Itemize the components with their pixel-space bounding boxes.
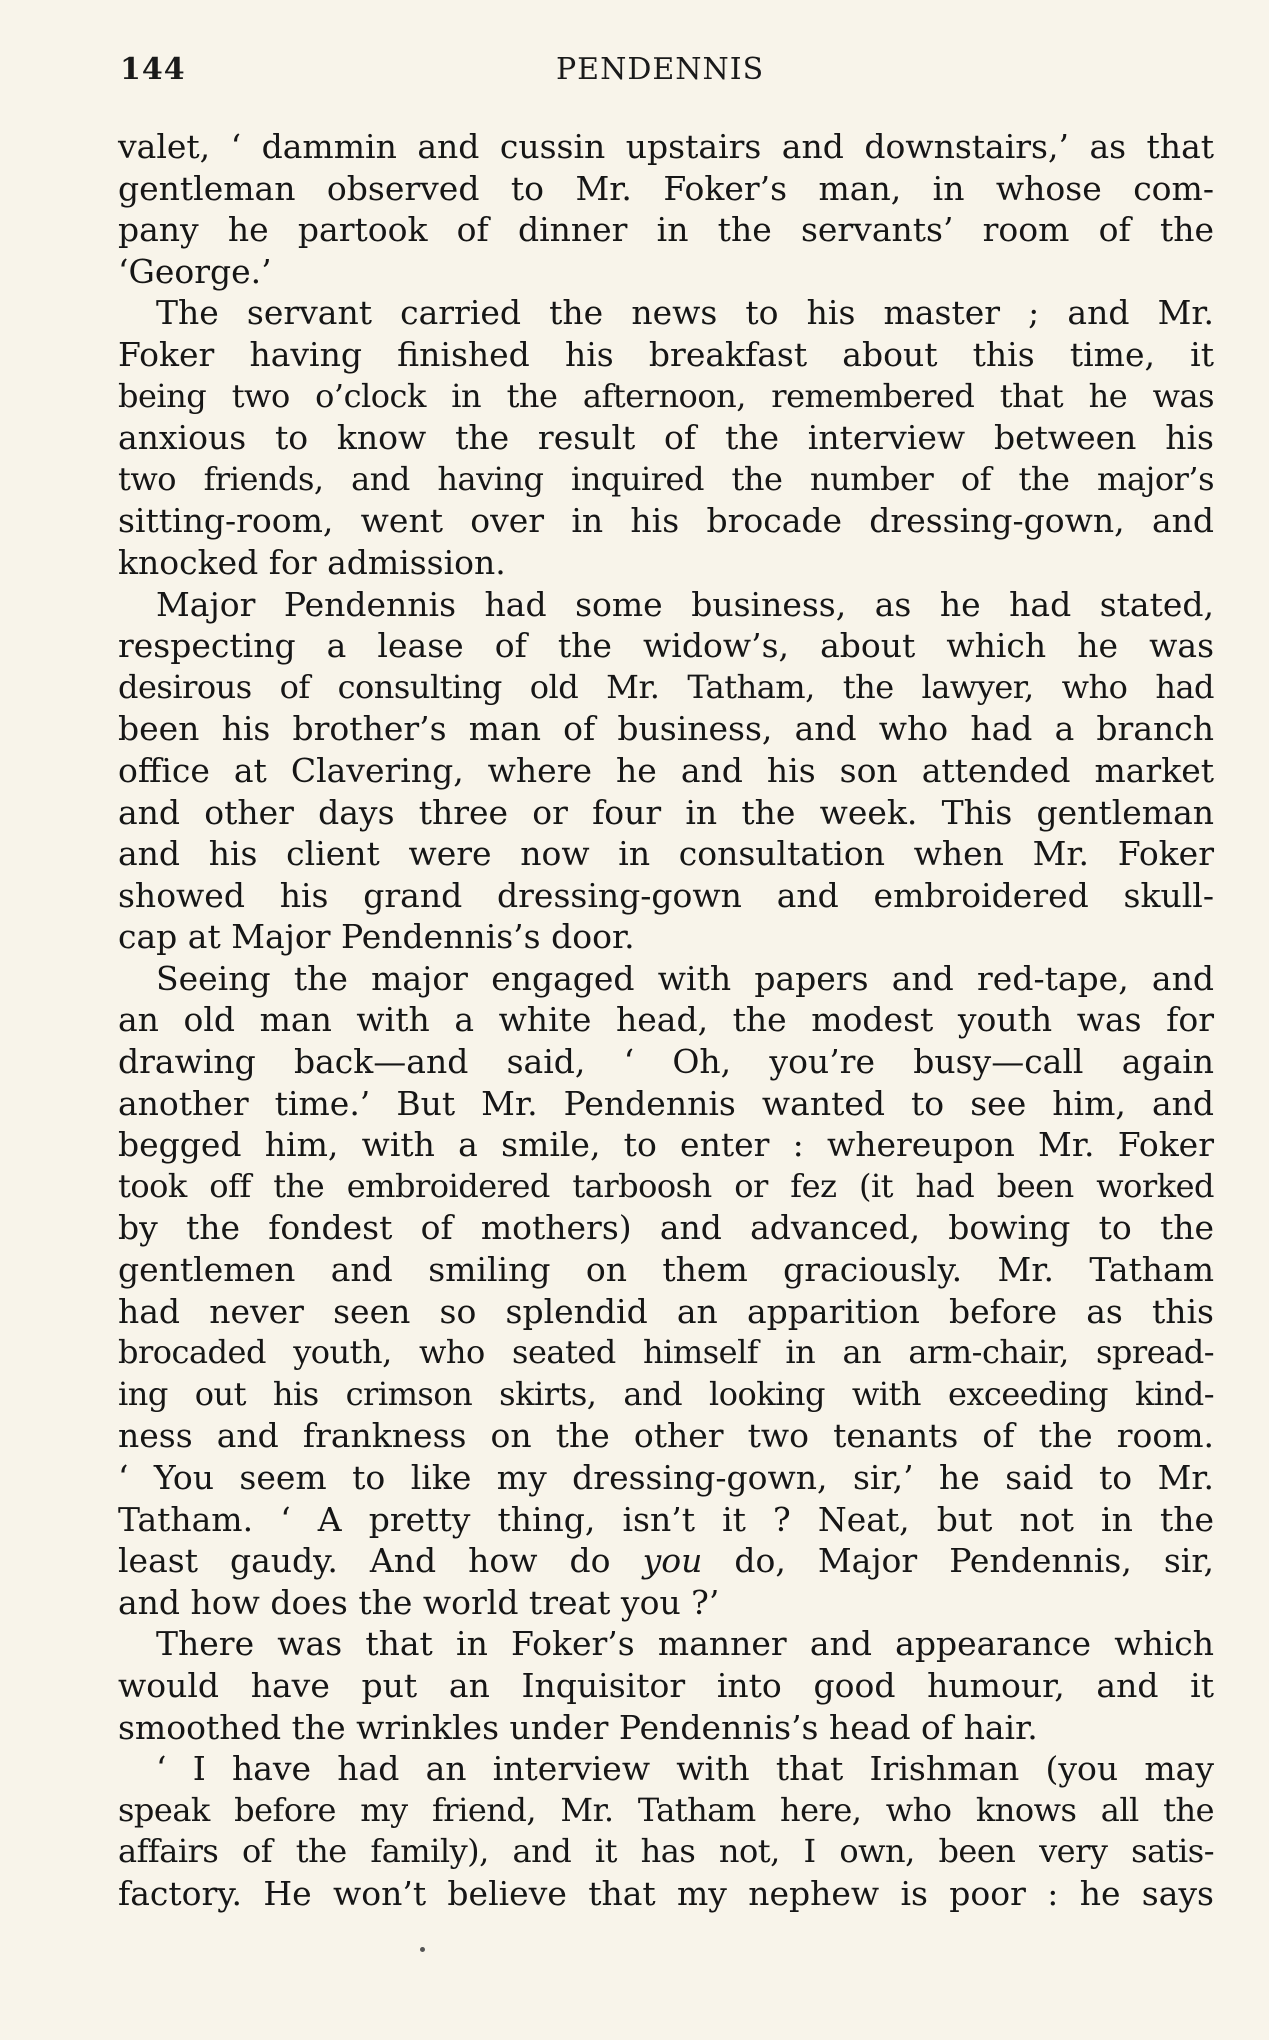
- paragraph: [118, 1748, 1214, 1914]
- print-speck: [420, 1947, 425, 1952]
- text-line: an old man with a white head, the modest youth was for: [118, 1000, 1214, 1040]
- text-line: took off the embroidered tarboosh or fez (it had been worked: [118, 1166, 1214, 1205]
- text-line: sitting-room, went over in his brocade dressing-gown, and: [118, 501, 1214, 541]
- text-line: speak before my friend, Mr. Tatham here, who knows all the: [118, 1790, 1214, 1829]
- text-line: Tatham. ‘ A pretty thing, isn’t it ? Neat, but not in the: [118, 1499, 1214, 1539]
- body-text: [118, 126, 1214, 1915]
- text-line: [118, 1540, 1214, 1582]
- text-line: would have put an Inquisitor into good humour, and it: [118, 1665, 1214, 1705]
- text-line: by the fondest of mothers) and advanced, bowing to the: [118, 1208, 1214, 1248]
- text-line: and how does the world treat you ?’: [118, 1582, 720, 1622]
- text-line: Seeing the major engaged with papers and red-tape, and: [156, 958, 1214, 998]
- text-line: valet, ‘ dammin and cussin upstairs and downstairs,’ as that: [118, 127, 1214, 166]
- text-line: drawing back—and said, ‘ Oh, you’re busy—call again: [118, 1042, 1214, 1082]
- text-fragment: least gaudy. And how do: [118, 1541, 611, 1581]
- text-line: showed his grand dressing-gown and embroidered skull-: [118, 875, 1214, 915]
- running-head: [120, 52, 1212, 102]
- text-line: gentlemen and smiling on them graciously. Mr. Tatham: [118, 1250, 1214, 1290]
- text-line: affairs of the family), and it has not, I own, been very satis-: [118, 1832, 1214, 1871]
- text-fragment: do, Major Pendennis, sir,: [734, 1541, 1215, 1581]
- page-number: 144: [120, 52, 186, 87]
- text-line: pany he partook of dinner in the servants’ room of the: [118, 210, 1214, 250]
- paragraph: [118, 292, 1214, 583]
- text-line: smoothed the wrinkles under Pendennis’s head of hair.: [118, 1707, 1038, 1747]
- paragraph: [118, 584, 1214, 958]
- text-line: two friends, and having inquired the number of the major’s: [118, 459, 1214, 498]
- text-line: cap at Major Pendennis’s door.: [118, 917, 635, 957]
- paragraph: [118, 126, 1214, 292]
- text-line: factory. He won’t believe that my nephew is poor : he says: [118, 1873, 1214, 1913]
- text-line: another time.’ But Mr. Pendennis wanted to see him, and: [118, 1083, 1214, 1123]
- text-line: gentleman observed to Mr. Foker’s man, in whose com-: [118, 168, 1214, 208]
- text-line: ing out his crimson skirts, and looking with exceeding kind-: [118, 1374, 1214, 1413]
- italic-emphasis: you: [642, 1541, 703, 1581]
- text-line: had never seen so splendid an apparition before as this: [118, 1291, 1214, 1331]
- text-line: begged him, with a smile, to enter : whereupon Mr. Foker: [118, 1125, 1214, 1165]
- text-line: being two o’clock in the afternoon, remembered that he was: [118, 376, 1214, 415]
- text-line: respecting a lease of the widow’s, about which he was: [118, 626, 1214, 666]
- text-line: knocked for admission.: [118, 542, 506, 582]
- text-line: ‘ I have had an interview with that Irishman (you may: [156, 1749, 1214, 1789]
- text-line: been his brother’s man of business, and who had a branch: [118, 709, 1214, 749]
- text-line: Major Pendennis had some business, as he had stated,: [156, 584, 1214, 624]
- paragraph: [118, 1623, 1214, 1748]
- text-line: office at Clavering, where he and his son attended market: [118, 750, 1214, 790]
- text-line: There was that in Foker’s manner and appearance which: [156, 1624, 1214, 1664]
- text-line: anxious to know the result of the interview between his: [118, 418, 1214, 458]
- text-line: Foker having finished his breakfast about this time, it: [118, 334, 1214, 374]
- paragraph: [118, 958, 1214, 1624]
- text-line: ‘ You seem to like my dressing-gown, sir,’ he said to Mr.: [118, 1458, 1214, 1497]
- text-line: ‘George.’: [118, 251, 272, 291]
- running-title: PENDENNIS: [556, 52, 765, 87]
- text-line: brocaded youth, who seated himself in an arm-chair, spread-: [118, 1333, 1214, 1372]
- text-line: and other days three or four in the week. This gentleman: [118, 792, 1214, 832]
- text-line: and his client were now in consultation when Mr. Foker: [118, 834, 1214, 874]
- text-line: desirous of consulting old Mr. Tatham, the lawyer, who had: [118, 667, 1214, 706]
- text-line: The servant carried the news to his master ; and Mr.: [156, 293, 1214, 333]
- text-line: ness and frankness on the other two tenants of the room.: [118, 1416, 1214, 1456]
